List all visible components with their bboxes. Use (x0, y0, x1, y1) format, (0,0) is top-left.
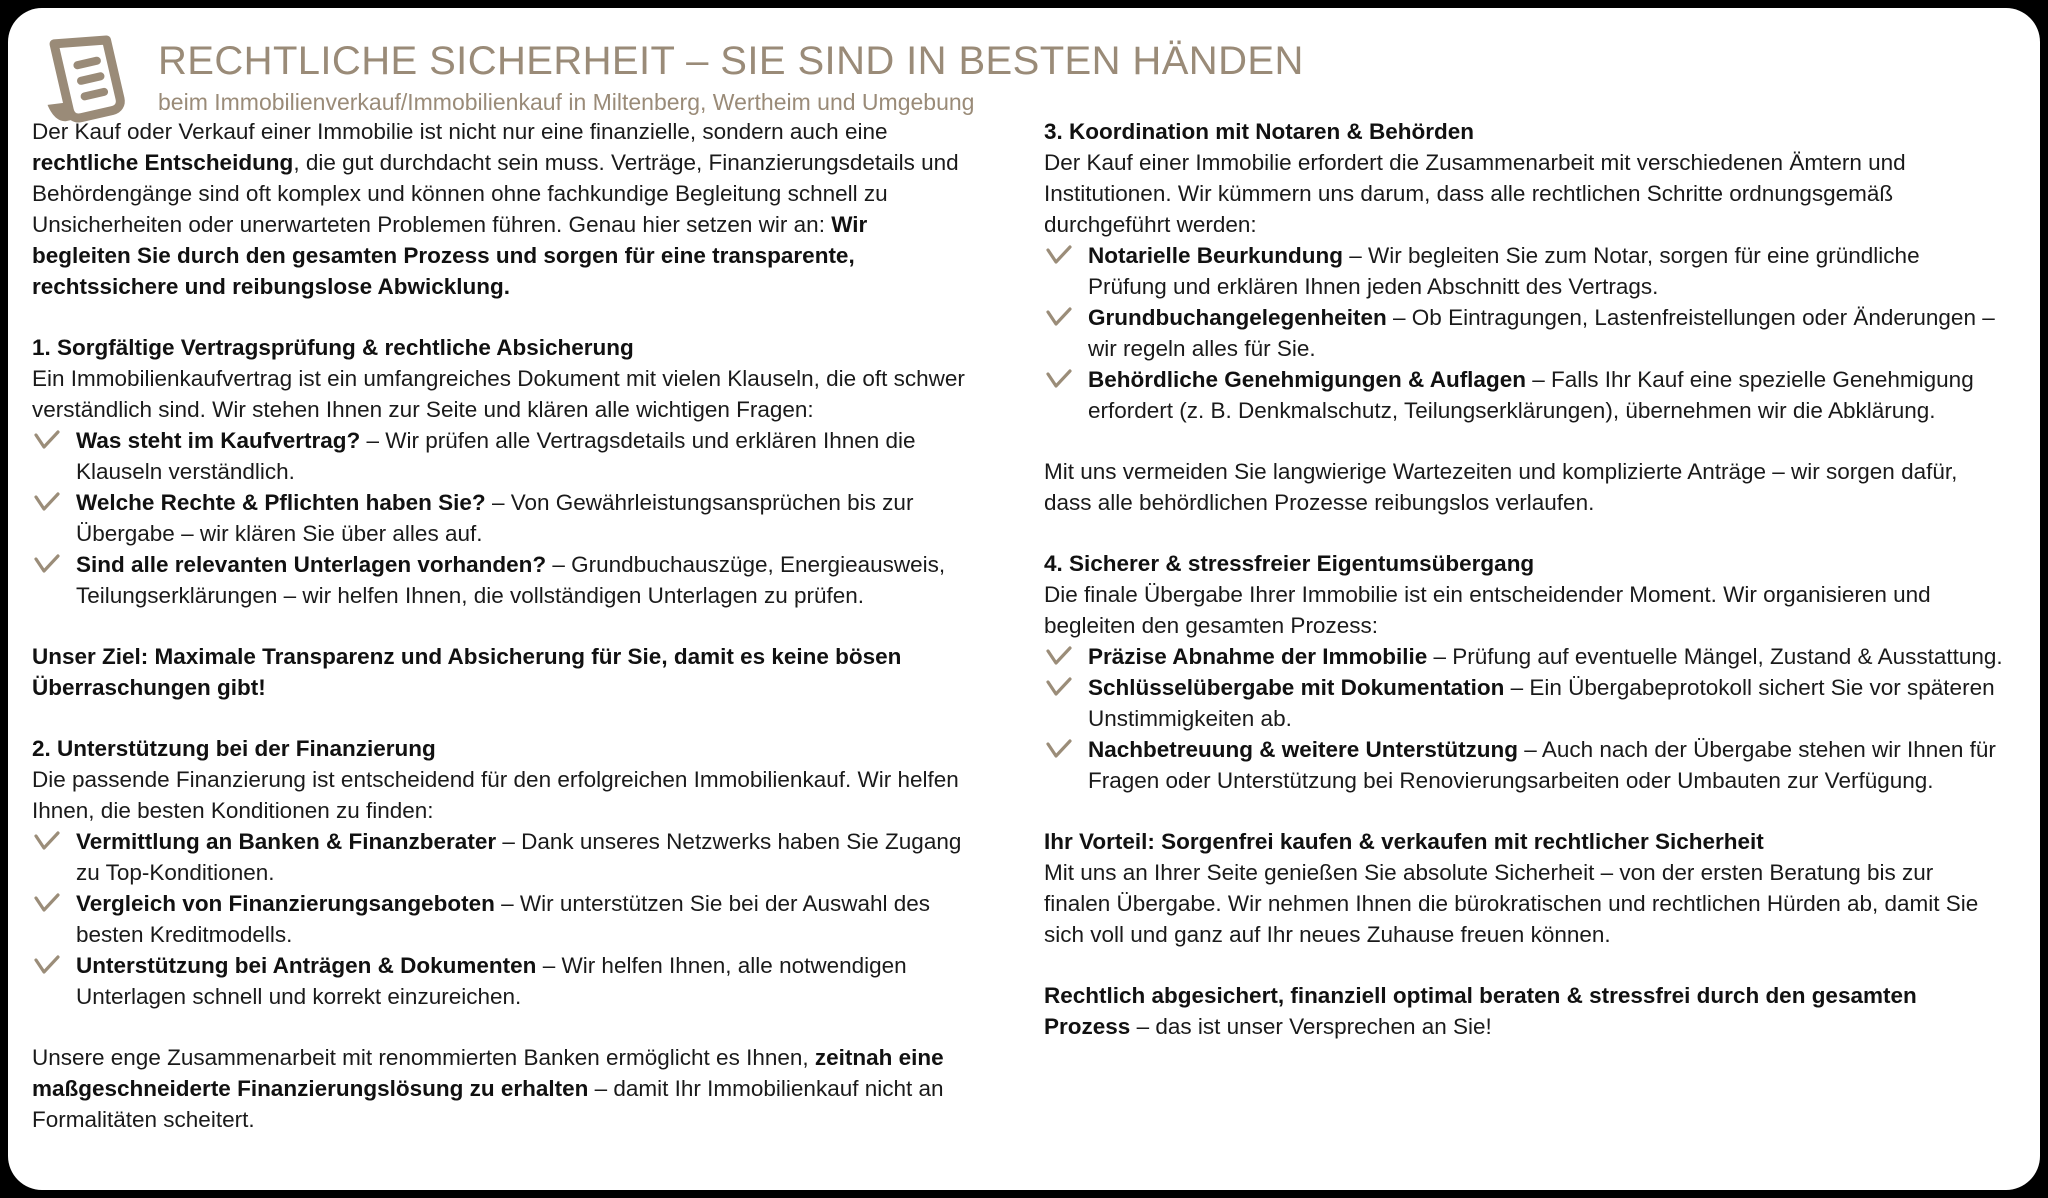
list-item-bold: Welche Rechte & Pflichten haben Sie? (76, 490, 486, 515)
list-item (1044, 641, 2004, 672)
check-icon (1046, 677, 1072, 699)
advantage-body: Mit uns an Ihrer Seite genießen Sie absolute Sicherheit – von der ersten Beratung bis zur finalen Übergabe. Wir nehmen Ihnen die bürokratischen und rechtlichen Hürden ab, damit Sie sich voll und ganz auf Ihr neues Zuhause freuen können. (1044, 860, 1979, 947)
list-item-bold: Sind alle relevanten Unterlagen vorhanden? (76, 552, 547, 577)
list-item (32, 826, 970, 888)
list-item-text: – Wir helfen Ihnen, alle notwendigen Unterlagen schnell und korrekt einzureichen. (76, 953, 907, 1009)
list-item-text: – Wir unterstützen Sie bei der Auswahl des besten Kreditmodells. (76, 891, 931, 947)
list-item (1044, 302, 2004, 364)
intro-part2: , die gut durchdacht sein muss. Verträge, Finanzierungsdetails und Behördengänge sind oft komplex und können ohne fachkundige Begleitung schnell zu Unsicherheiten oder unerwarteten Problemen führen. Genau hier setzen wir an: (32, 150, 959, 237)
section-4-checklist (1044, 641, 2004, 796)
list-item-text: – Grundbuchauszüge, Energieausweis, Teilungserklärungen – wir helfen Ihnen, die vollständigen Unterlagen zu prüfen. (76, 552, 946, 608)
check-icon (34, 492, 60, 514)
list-item-text: – Dank unseres Netzwerks haben Sie Zugang zu Top-Konditionen. (76, 829, 962, 885)
left-column (32, 116, 1000, 1135)
check-icon (1046, 646, 1072, 668)
section-3-closing: Mit uns vermeiden Sie langwierige Wartezeiten und komplizierte Anträge – wir sorgen dafür, dass alle behördlichen Prozesse reibungslos verlaufen. (1044, 459, 1958, 515)
intro-bold2: Wir begleiten Sie durch den gesamten Prozess und sorgen für eine transparente, rechtssichere und reibungslose Abwicklung. (32, 212, 868, 299)
list-item-text: – Ein Übergabeprotokoll sichert Sie vor späteren Unstimmigkeiten ab. (1088, 675, 1995, 731)
section-1-checklist (32, 425, 970, 611)
check-icon (1046, 307, 1072, 329)
header-text-block (136, 26, 1304, 117)
section-2-closing (32, 1042, 970, 1135)
info-card (8, 8, 2040, 1190)
section-4-heading: 4. Sicherer & stressfreier Eigentumsübergang (1044, 551, 1535, 576)
closing-part1: Unsere enge Zusammenarbeit mit renommierten Banken ermöglicht es Ihnen, (32, 1045, 815, 1070)
intro-bold1: rechtliche Entscheidung (32, 150, 294, 175)
intro-paragraph (32, 116, 970, 302)
page-subtitle: beim Immobilienverkauf/Immobilienkauf in Miltenberg, Wertheim und Umgebung (158, 89, 975, 115)
section-3-heading: 3. Koordination mit Notaren & Behörden (1044, 119, 1475, 144)
list-item (32, 425, 970, 487)
intro-part1: Der Kauf oder Verkauf einer Immobilie ist nicht nur eine finanzielle, sondern auch eine (32, 119, 888, 144)
check-icon (34, 831, 60, 853)
list-item-bold: Notarielle Beurkundung (1088, 243, 1344, 268)
check-icon (1046, 739, 1072, 761)
column-gap (1000, 116, 1044, 1135)
check-icon (34, 430, 60, 452)
spacer (1044, 518, 2004, 548)
list-item-bold: Präzise Abnahme der Immobilie (1088, 644, 1428, 669)
page-title: RECHTLICHE SICHERHEIT – SIE SIND IN BESTEN HÄNDEN (158, 39, 1304, 83)
list-item-text: – Prüfung auf eventuelle Mängel, Zustand & Ausstattung. (1427, 644, 2003, 669)
closing-bold1: zeitnah eine maßgeschneiderte Finanzierungslösung zu erhalten (32, 1045, 944, 1101)
check-icon (34, 955, 60, 977)
promise-paragraph (1044, 980, 2004, 1042)
list-item (1044, 672, 2004, 734)
content-columns (8, 116, 2040, 1135)
list-item-text: – Von Gewährleistungsansprüchen bis zur Übergabe – wir klären Sie über alles auf. (76, 490, 914, 546)
list-item-bold: Unterstützung bei Anträgen & Dokumenten (76, 953, 537, 978)
list-item-text: – Ob Eintragungen, Lastenfreistellungen oder Änderungen – wir regeln alles für Sie. (1088, 305, 1995, 361)
list-item (1044, 734, 2004, 796)
list-item (32, 950, 970, 1012)
spacer (32, 703, 970, 733)
list-item-bold: Vermittlung an Banken & Finanzberater (76, 829, 497, 854)
list-item-text: – Auch nach der Übergabe stehen wir Ihnen für Fragen oder Unterstützung bei Renovierungsarbeiten oder Umbauten zur Verfügung. (1088, 737, 1996, 793)
advantage-heading: Ihr Vorteil: Sorgenfrei kaufen & verkaufen mit rechtlicher Sicherheit (1044, 829, 1764, 854)
section-3-checklist (1044, 240, 2004, 426)
spacer (1044, 796, 2004, 826)
list-item (32, 888, 970, 950)
list-item-text: – Wir prüfen alle Vertragsdetails und erklären Ihnen die Klauseln verständlich. (76, 428, 916, 484)
list-item-bold: Was steht im Kaufvertrag? (76, 428, 361, 453)
document-contract-icon (32, 26, 136, 126)
section-3-body: Der Kauf einer Immobilie erfordert die Zusammenarbeit mit verschiedenen Ämtern und Institutionen. Wir kümmern uns darum, dass alle rechtlichen Schritte ordnungsgemäß durchgeführt werden: (1044, 150, 1906, 237)
check-icon (34, 554, 60, 576)
section-2-body: Die passende Finanzierung ist entscheidend für den erfolgreichen Immobilienkauf. Wir helfen Ihnen, die besten Konditionen zu finden: (32, 767, 959, 823)
section-1-closing: Unser Ziel: Maximale Transparenz und Absicherung für Sie, damit es keine bösen Überraschungen gibt! (32, 644, 902, 700)
list-item (1044, 364, 2004, 426)
right-column (1044, 116, 2004, 1135)
list-item (1044, 240, 2004, 302)
list-item-text: – Falls Ihr Kauf eine spezielle Genehmigung erfordert (z. B. Denkmalschutz, Teilungserklärungen), übernehmen wir die Abklärung. (1088, 367, 1974, 423)
check-icon (34, 893, 60, 915)
spacer (1044, 950, 2004, 980)
check-icon (1046, 369, 1072, 391)
card-header (8, 8, 2040, 116)
list-item-bold: Behördliche Genehmigungen & Auflagen (1088, 367, 1526, 392)
list-item (32, 549, 970, 611)
spacer (32, 302, 970, 332)
spacer (32, 611, 970, 641)
list-item-bold: Nachbetreuung & weitere Unterstützung (1088, 737, 1519, 762)
closing-part2: – damit Ihr Immobilienkauf nicht an Formalitäten scheitert. (32, 1076, 944, 1132)
list-item (32, 487, 970, 549)
promise-text: – das ist unser Versprechen an Sie! (1130, 1014, 1492, 1039)
list-item-bold: Vergleich von Finanzierungsangeboten (76, 891, 495, 916)
section-1-body: Ein Immobilienkaufvertrag ist ein umfangreiches Dokument mit vielen Klauseln, die oft schwer verständlich sind. Wir stehen Ihnen zur Seite und klären alle wichtigen Fragen: (32, 366, 965, 422)
section-2-heading: 2. Unterstützung bei der Finanzierung (32, 736, 436, 761)
list-item-bold: Grundbuchangelegenheiten (1088, 305, 1387, 330)
spacer (1044, 426, 2004, 456)
section-1-heading: 1. Sorgfältige Vertragsprüfung & rechtliche Absicherung (32, 335, 634, 360)
section-2-checklist (32, 826, 970, 1012)
list-item-bold: Schlüsselübergabe mit Dokumentation (1088, 675, 1505, 700)
section-4-body: Die finale Übergabe Ihrer Immobilie ist ein entscheidender Moment. Wir organisieren und begleiten den gesamten Prozess: (1044, 582, 1931, 638)
list-item-text: – Wir begleiten Sie zum Notar, sorgen für eine gründliche Prüfung und erklären Ihnen jeden Abschnitt des Vertrags. (1088, 243, 1920, 299)
check-icon (1046, 245, 1072, 267)
spacer (32, 1012, 970, 1042)
promise-bold: Rechtlich abgesichert, finanziell optimal beraten & stressfrei durch den gesamten Prozess (1044, 983, 1917, 1039)
